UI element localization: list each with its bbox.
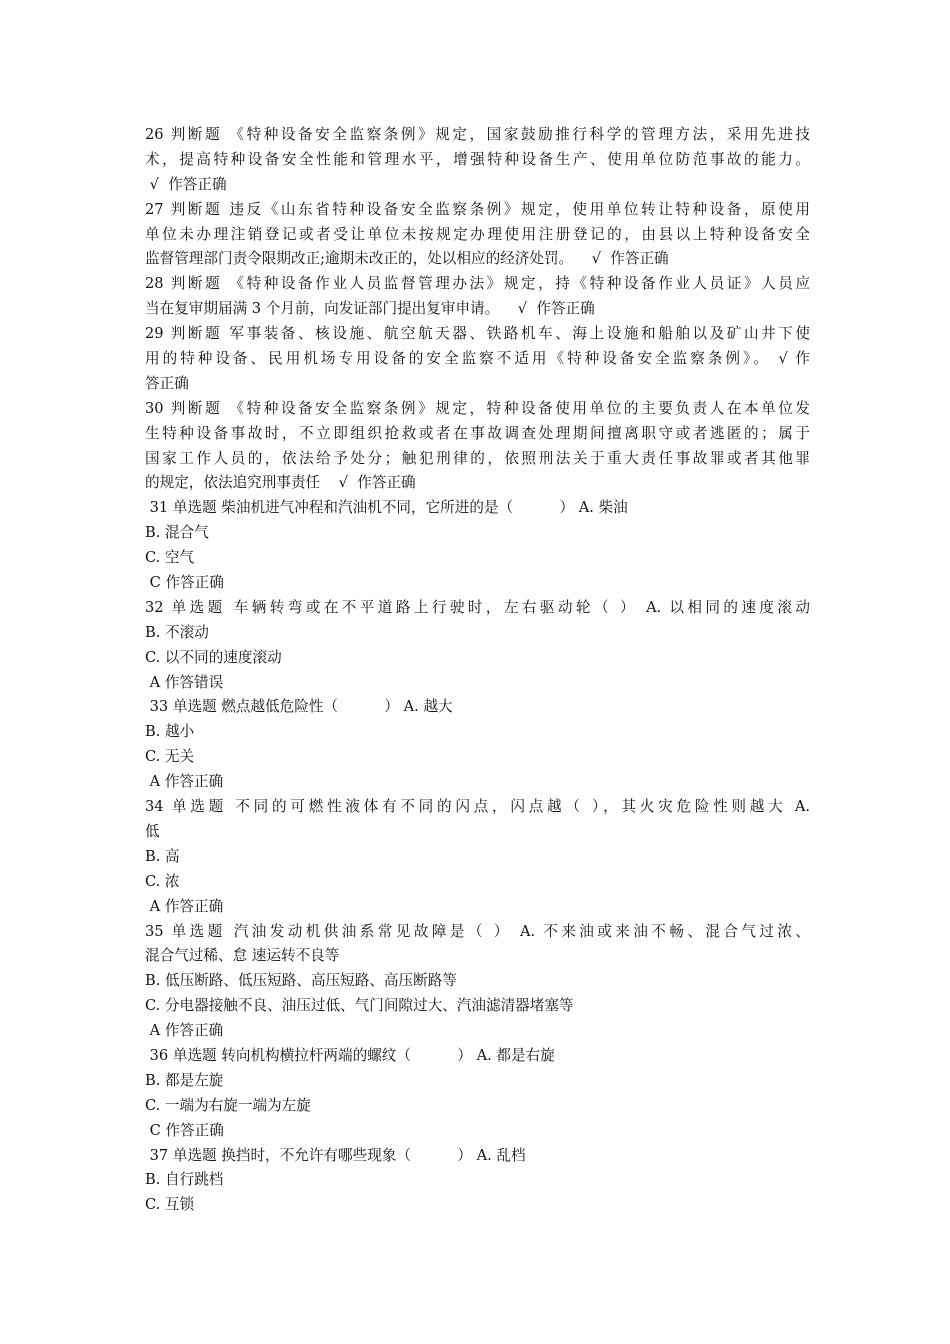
text-line: 27 判断题 违反《山东省特种设备安全监察条例》规定，使用单位转让特种设备，原使用 [145, 200, 810, 218]
text-line: A 作答错误 [145, 673, 224, 691]
text-line: C 作答正确 [145, 1121, 224, 1139]
text-line: 28 判断题 《特种设备作业人员监督管理办法》规定，持《特种设备作业人员证》人员应 [145, 275, 810, 293]
text-line: 33 单选题 燃点越低危险性（ ） A. 越大 [145, 698, 453, 716]
text-line: 36 单选题 转向机构横拉杆两端的螺纹（ ） A. 都是右旋 [145, 1046, 555, 1064]
text-line: √ 作答正确 [145, 175, 227, 193]
text-line: C 作答正确 [145, 574, 224, 592]
text-line: 混合气过稀、怠 速运转不良等 [145, 947, 340, 965]
text-line: 34 单选题 不同的可燃性液体有不同的闪点，闪点越（ ），其火灾危险性则越大 A. [145, 798, 810, 816]
text-line: 低 [145, 822, 160, 840]
text-line: A 作答正确 [145, 897, 224, 915]
text-line: B. 混合气 [145, 524, 209, 542]
text-line: 37 单选题 换挡时，不允许有哪些现象（ ） A. 乱档 [145, 1146, 526, 1164]
text-line: 26 判断题 《特种设备安全监察条例》规定，国家鼓励推行科学的管理方法，采用先进技 [145, 126, 810, 143]
text-line: C. 分电器接触不良、油压过低、气门间隙过大、汽油滤清器堵塞等 [145, 997, 574, 1015]
text-line: 国家工作人员的，依法给予处分；触犯刑律的，依照刑法关于重大责任事故罪或者其他罪 [145, 449, 810, 467]
text-line: A 作答正确 [145, 773, 224, 791]
text-line: B. 自行跳档 [145, 1171, 224, 1189]
text-line: 生特种设备事故时，不立即组织抢救或者在事故调查处理期间擅离职守或者逃匿的；属于 [145, 424, 810, 442]
text-line: A 作答正确 [145, 1022, 224, 1040]
text-line: B. 高 [145, 847, 180, 865]
text-line: 监督管理部门责令限期改正;逾期未改正的，处以相应的经济处罚。 √ 作答正确 [145, 250, 669, 268]
text-line: 用的特种设备、民用机场专用设备的安全监察不适用《特种设备安全监察条例》。 √ 作 [145, 350, 810, 368]
text-line: 单位未办理注销登记或者受让单位未按规定办理使用注册登记的，由县以上特种设备安全 [145, 225, 810, 243]
text-line: C. 浓 [145, 872, 180, 890]
text-line: B. 越小 [145, 723, 195, 741]
text-line: 30 判断题 《特种设备安全监察条例》规定，特种设备使用单位的主要负责人在本单位发 [145, 399, 810, 417]
text-line: 35 单选题 汽油发动机供油系常见故障是（ ） A. 不来油或来油不畅、混合气过浓、 [145, 922, 810, 940]
document-page [145, 123, 810, 1218]
text-line: 答正确 [145, 374, 189, 392]
text-line: C. 以不同的速度滚动 [145, 648, 282, 666]
text-line: 31 单选题 柴油机进气冲程和汽油机不同，它所进的是（ ） A. 柴油 [145, 499, 628, 517]
text-line: B. 都是左旋 [145, 1071, 224, 1089]
text-line: C. 互锁 [145, 1196, 195, 1214]
text-line: 术，提高特种设备安全性能和管理水平，增强特种设备生产、使用单位防范事故的能力。 [145, 150, 810, 168]
text-line: C. 无关 [145, 748, 195, 766]
text-line: 32 单选题 车辆转弯或在不平道路上行驶时，左右驱动轮（ ） A. 以相同的速度滚动 [145, 598, 810, 616]
text-line: B. 不滚动 [145, 623, 209, 641]
text-line: 的规定，依法追究刑事责任 √ 作答正确 [145, 474, 416, 492]
text-line: C. 空气 [145, 549, 195, 567]
text-line: 当在复审期届满 3 个月前，向发证部门提出复审申请。 √ 作答正确 [145, 300, 595, 318]
text-line: 29 判断题 军事装备、核设施、航空航天器、铁路机车、海上设施和船舶以及矿山井下使 [145, 325, 810, 343]
text-line: B. 低压断路、低压短路、高压短路、高压断路等 [145, 972, 457, 990]
text-line: C. 一端为右旋一端为左旋 [145, 1096, 311, 1114]
